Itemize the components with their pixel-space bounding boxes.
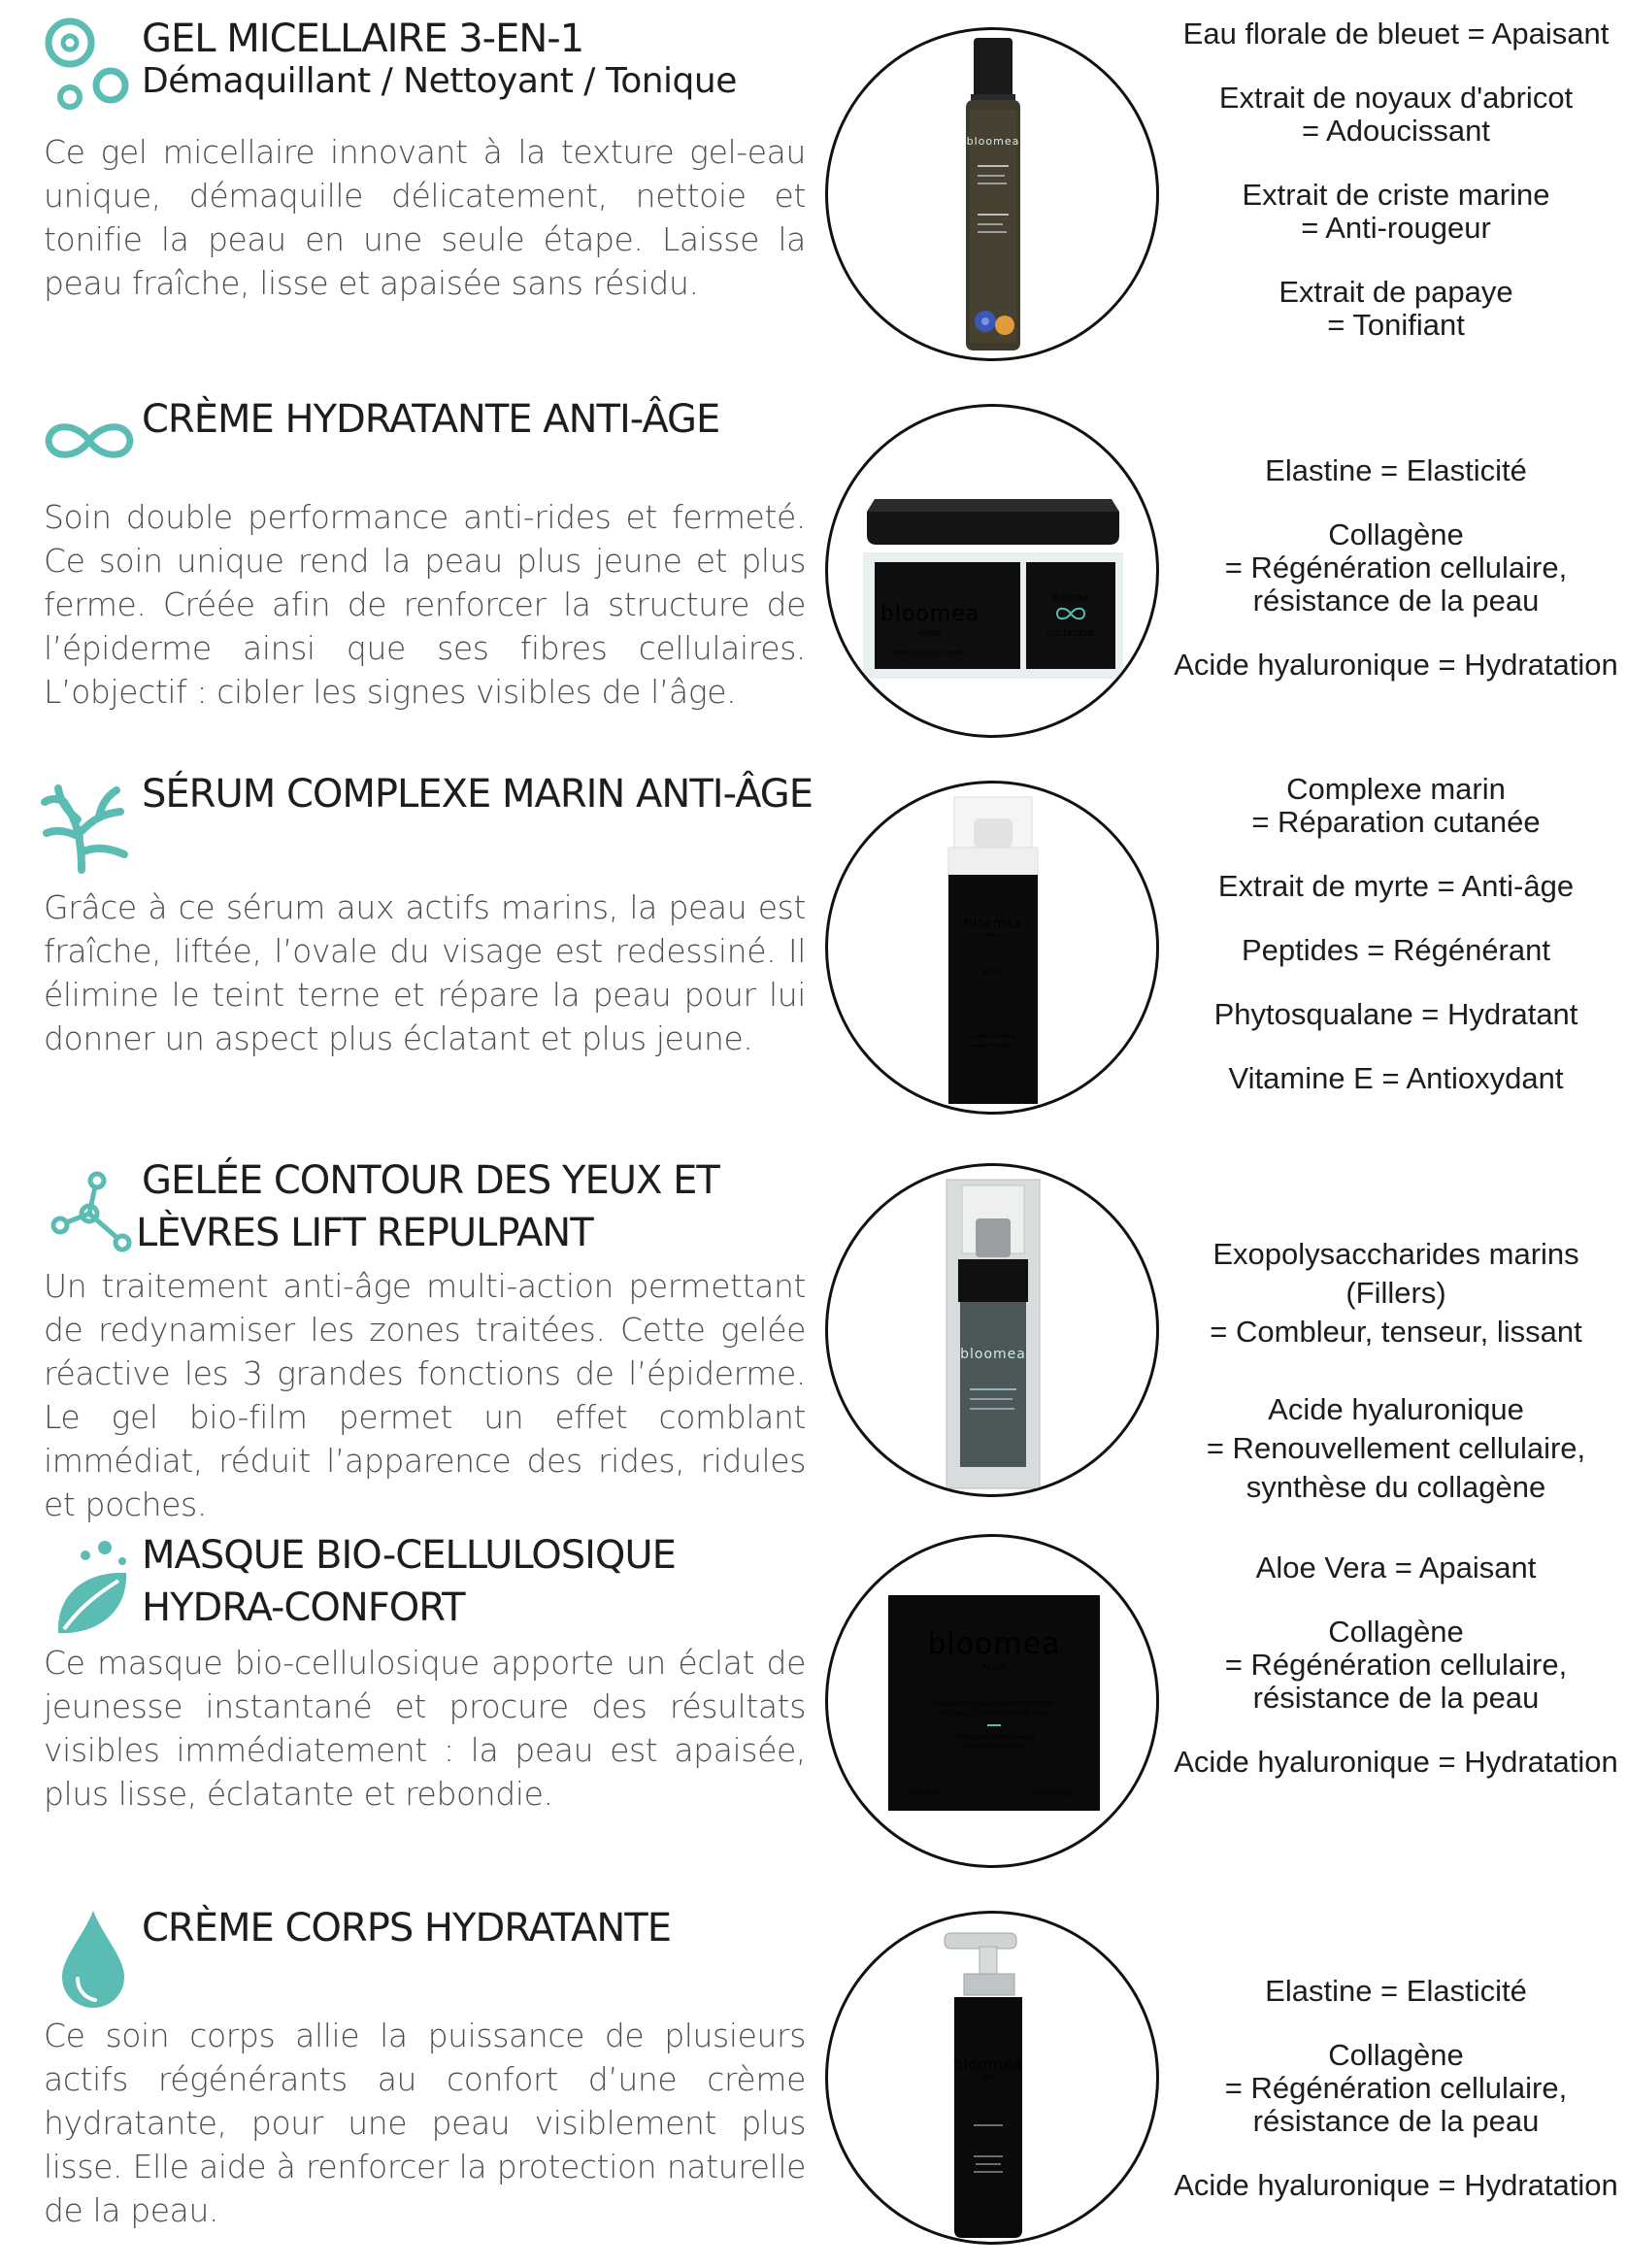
ingredient-item: Peptides = Régénérant — [1242, 933, 1550, 967]
ingredients-list — [1165, 773, 1627, 1126]
svg-text:COLLAGENE: COLLAGENE — [1046, 629, 1095, 638]
product-title-line-1: MASQUE BIO-CELLULOSIQUE — [142, 1533, 676, 1578]
bubbles-icon — [41, 12, 138, 118]
ingredient-item: Extrait de papaye = Tonifiant — [1278, 275, 1513, 342]
product-title-line-2: LÈVRES LIFT REPULPANT — [136, 1211, 593, 1255]
product-description: Ce gel micellaire innovant à la texture gel-eau unique, démaquille délicatement, nettoie et tonifie la peau en une seule étape. Laisse la peau fraîche, lisse et apaisée sans résidu. — [44, 133, 806, 302]
svg-text:PARIS: PARIS — [981, 1664, 1007, 1674]
ingredient-item: Collagène = Régénération cellulaire, résistance de la peau — [1224, 1615, 1568, 1715]
svg-text:CRÈME VISAGE ET CORPS: CRÈME VISAGE ET CORPS — [892, 650, 968, 657]
product-image — [825, 1163, 1159, 1497]
molecule-icon — [50, 1169, 134, 1252]
ingredient-item: Extrait de noyaux d'abricot = Adoucissant — [1218, 81, 1574, 148]
product-description: Ce masque bio-cellulosique apporte un éclat de jeunesse instantané et procure des résultats visibles immédiatement : la peau est apaisée, plus lisse, éclatante et rebondie. — [44, 1644, 806, 1813]
ingredient-item: Vitamine E = Antioxydant — [1228, 1061, 1564, 1095]
svg-text:10 SINGLE USE MASKS: 10 SINGLE USE MASKS — [963, 1744, 1025, 1750]
svg-text:MARINE COMPLEX: MARINE COMPLEX — [971, 1044, 1015, 1050]
box-brand: bloomea — [927, 1627, 1061, 1661]
ingredient-item: Extrait de myrte = Anti-âge — [1217, 869, 1575, 903]
ingredient-item: Elastine = Elasticité — [1265, 453, 1527, 487]
svg-text:SERUM: SERUM — [982, 969, 1004, 976]
ingredient-item: Aloe Vera = Apaisant — [1255, 1551, 1537, 1584]
product-section-creme-hydratante — [0, 377, 1627, 753]
ingredient-item: Phytosqualane = Hydratant — [1213, 997, 1578, 1031]
ingredient-item: Eau florale de bleuet = Apaisant — [1182, 17, 1610, 50]
product-title: CRÈME CORPS HYDRATANTE — [142, 1906, 671, 1951]
bottle-brand: bloomea — [952, 2055, 1024, 2073]
product-image — [825, 404, 1159, 738]
drop-icon — [54, 1907, 132, 2010]
ingredient-item: Extrait de criste marine = Anti-rougeur — [1242, 178, 1550, 245]
product-title: GEL MICELLAIRE 3-EN-1 — [142, 17, 584, 61]
ingredient-item: Collagène = Régénération cellulaire, résistance de la peau — [1224, 2038, 1568, 2138]
product-subtitle: Démaquillant / Nettoyant / Tonique — [142, 61, 737, 101]
product-description: Un traitement anti-âge multi-action permettant de redynamiser les zones traitées. Cette gelée réactive les 3 grandes fonctions de l’épiderme. Le gel bio-film permet un effet comblant immédiat, réduit l’apparence des rides, ridules et poches. — [44, 1267, 806, 1523]
product-title-line-1: GELÉE CONTOUR DES YEUX ET — [142, 1158, 719, 1203]
ingredients-list — [1165, 1551, 1627, 1810]
product-title: SÉRUM COMPLEXE MARIN ANTI-ÂGE — [142, 772, 814, 817]
seaweed-icon — [39, 773, 140, 874]
svg-text:COMPLEXE MARIN: COMPLEXE MARIN — [971, 1034, 1015, 1040]
product-description: Soin double performance anti-rides et fermeté. Ce soin unique rend la peau plus jeune et plus ferme. Créée afin de renforcer la structure de l’épiderme ainsi que ses fibres cellulaires. L’objectif : cibler les signes visibles de l’âge. — [44, 498, 806, 711]
ingredient-item: Acide hyaluronique = Hydratation — [1174, 1745, 1618, 1779]
product-description: Ce soin corps allie la puissance de plusieurs actifs régénérants au confort d’une crème hydratante, pour une peau visiblement plus lisse. Elle aide à renforcer la protection naturelle de la peau. — [44, 2017, 806, 2229]
svg-text:MASQUE BIO-CELLULOSIQUE HYDRAT: MASQUE BIO-CELLULOSIQUE HYDRATANT — [934, 1701, 1054, 1708]
ingredients-list — [1165, 1235, 1627, 1538]
ingredient-item: Complexe marin = Réparation cutanée — [1251, 772, 1541, 839]
product-title-line-2: HYDRA-CONFORT — [142, 1585, 465, 1630]
product-section-gel-micellaire — [0, 0, 1627, 377]
bottle-brand: bloomea — [966, 135, 1020, 148]
product-image — [825, 1911, 1159, 2245]
ingredient-item: Acide hyaluronique = Hydratation — [1174, 2168, 1618, 2202]
infinity-icon — [41, 412, 138, 470]
ingredient-item: Collagène = Régénération cellulaire, résistance de la peau — [1224, 517, 1568, 617]
svg-text:10 MASQUES À USAGE UNIQUE: 10 MASQUES À USAGE UNIQUE — [952, 1735, 1036, 1741]
svg-text:MADE IN FRANCE: MADE IN FRANCE — [1030, 1791, 1073, 1797]
ingredients-list — [1165, 454, 1627, 713]
ingredient-item: Exopolysaccharides marins (Fillers) = Combleur, tenseur, lissant — [1210, 1237, 1582, 1349]
ingredient-item: Elastine = Elasticité — [1265, 1974, 1527, 2008]
product-description: Grâce à ce sérum aux actifs marins, la peau est fraîche, liftée, l’ovale du visage est redessiné. Il élimine le teint terne et répare la peau pour lui donner un aspect plus éclatant et plus jeune. — [44, 888, 806, 1057]
product-section-creme-corps — [0, 1884, 1627, 2260]
product-image — [825, 781, 1159, 1115]
product-section-serum — [0, 753, 1627, 1130]
product-section-masque — [0, 1507, 1627, 1884]
ingredient-item: Acide hyaluronique = Renouvellement cellulaire, synthèse du collagène — [1206, 1392, 1586, 1504]
ingredients-list — [1165, 1975, 1627, 2233]
svg-text:10 x 6ml: 10 x 6ml — [910, 1789, 940, 1797]
svg-text:PARIS: PARIS — [918, 629, 942, 638]
ingredient-item: Acide hyaluronique = Hydratation — [1174, 648, 1618, 682]
bottle-brand: bloomea — [964, 917, 1022, 930]
ingredients-list — [1165, 17, 1627, 373]
product-title: CRÈME HYDRATANTE ANTI-ÂGE — [142, 397, 720, 442]
svg-text:PARIS: PARIS — [980, 2075, 996, 2081]
tube-brand: bloomea — [960, 1347, 1026, 1362]
product-image — [825, 1534, 1159, 1868]
svg-text:BIO-CELLULOSIC MOISTURIZING MA: BIO-CELLULOSIC MOISTURIZING MASK — [938, 1711, 1050, 1718]
svg-text:PARIS: PARIS — [985, 933, 1001, 939]
product-section-gelee-contour — [0, 1130, 1627, 1523]
product-image — [825, 27, 1159, 361]
svg-text:ELASTINE: ELASTINE — [1051, 594, 1090, 603]
jar-brand: bloomea — [880, 602, 980, 626]
leaf-icon — [49, 1538, 136, 1639]
